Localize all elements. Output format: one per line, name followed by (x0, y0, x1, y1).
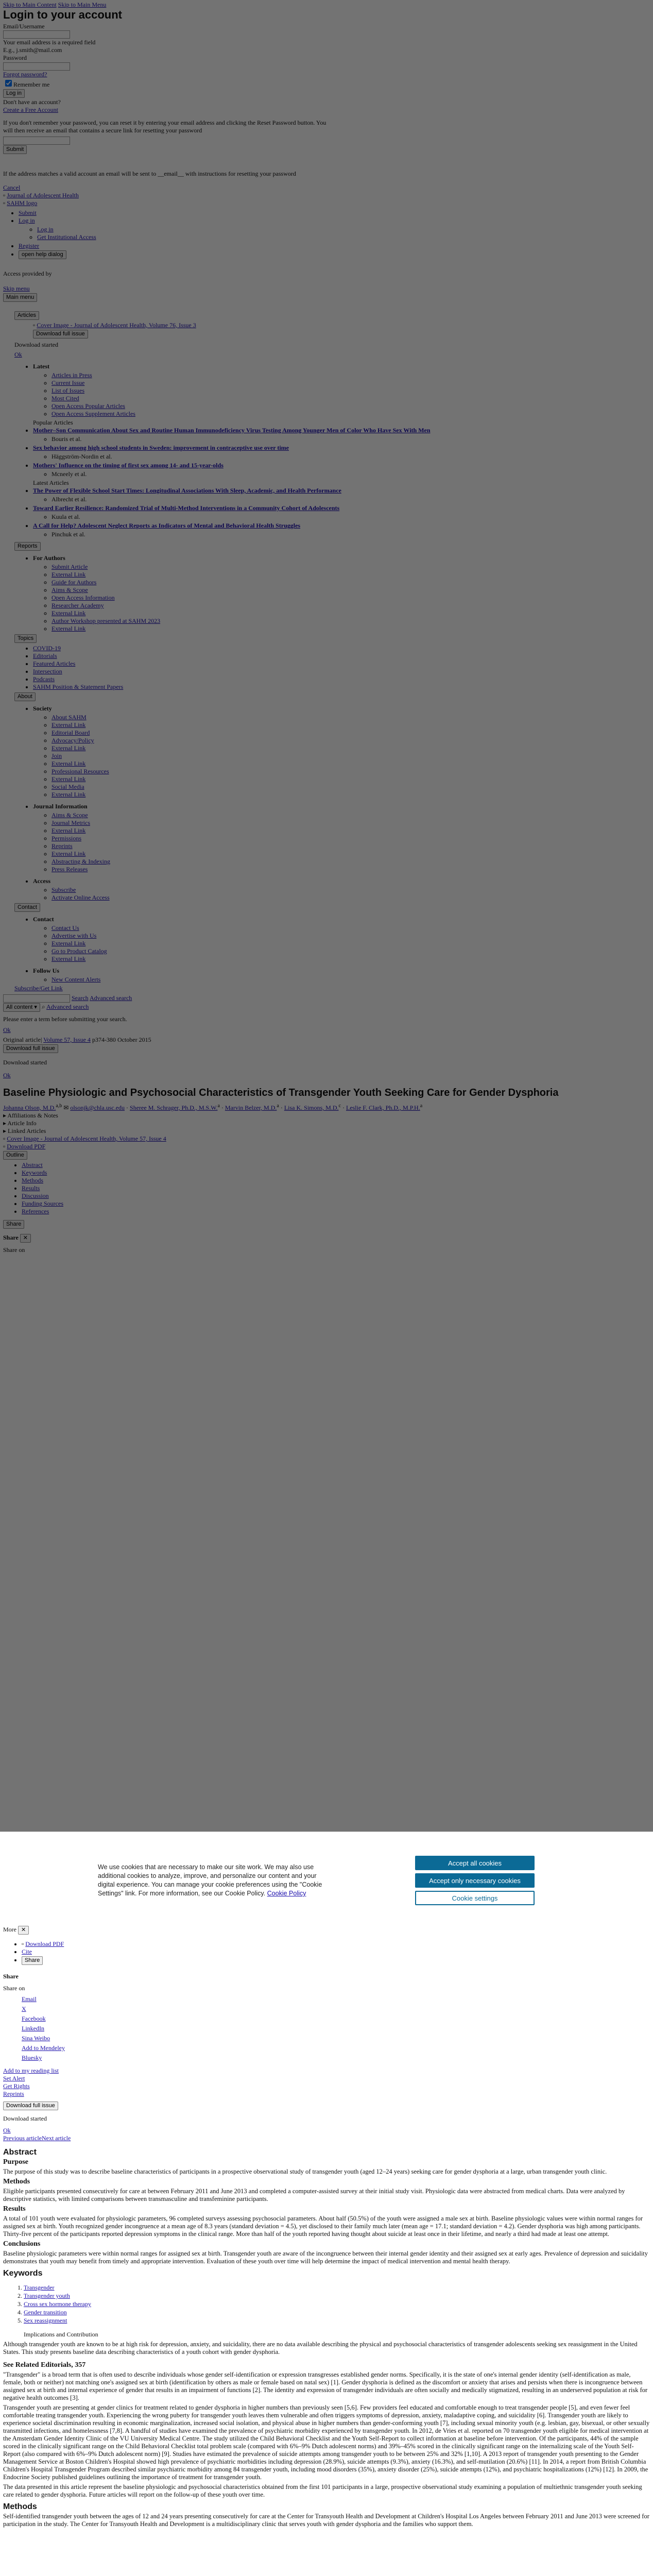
keyword-link[interactable]: Sex reassignment (24, 2317, 67, 2324)
accept-all-cookies-button[interactable]: Accept all cookies (415, 1856, 535, 1870)
accept-necessary-cookies-button[interactable]: Accept only necessary cookies (415, 1873, 535, 1888)
cookie-text (98, 1863, 335, 1898)
share-email-link[interactable]: Email (22, 1995, 37, 2003)
share-facebook-link[interactable]: Facebook (22, 2015, 46, 2022)
cookie-policy-link[interactable]: Cookie Policy (267, 1890, 306, 1897)
share-weibo-link[interactable]: Sina Weibo (22, 2035, 50, 2042)
cite-link[interactable]: Cite (22, 1948, 32, 1955)
share-mendeley-link[interactable]: Add to Mendeley (22, 2044, 65, 2052)
cookie-banner (0, 1832, 653, 1909)
add-reading-list-link[interactable]: Add to my reading list (3, 2067, 59, 2074)
share-x-link[interactable]: X (22, 2005, 26, 2012)
reprints-link[interactable]: Reprints (3, 2090, 24, 2097)
keywords-heading: Keywords (3, 2269, 43, 2278)
see-related: See Related Editorials, 357 (3, 2361, 86, 2369)
methods-heading: Methods (3, 2178, 30, 2185)
previous-article-link[interactable]: Previous article (3, 2134, 42, 2142)
purpose-text: The purpose of this study was to describe baseline characteristics of participants in a prospective observational study of transgender youth (aged 12–24 years) seeking care for gender dysphoria at a large, urban transgender youth clinic. (3, 2168, 607, 2175)
results-heading: Results (3, 2205, 26, 2213)
body-paragraph: Self-identified transgender youth between the ages of 12 and 24 years presenting consecutively for care at the Center for Transyouth Health and Development at Children's Hospital Los Angeles between February 2011 and June 2013 were screened for participation in the study. The Center for Transyouth Health and Development is a multidisciplinary clinic that serves youth with gender dysphoria and the families who support them. (3, 2513, 649, 2528)
methods-text: Eligible participants presented consecutively for care at between February 2011 and June 2013 and completed a computer-assisted survey at their initial study visit. Physiologic data were abstracted from medical charts. Data were analyzed by descriptive statistics, with limited comparisons between transmasculine and transfeminine participants. (3, 2188, 625, 2202)
share-linkedin-link[interactable]: LinkedIn (22, 2025, 44, 2032)
article-body-area (0, 1909, 653, 2531)
results-text: A total of 101 youth were evaluated for physiologic parameters, 96 completed surveys assessing psychosocial parameters. About half (50.5%) of the youth were assigned a male sex at birth. Baseline physiologic values were within normal ranges for assigned sex at birth. Youth recognized gender incongruence at a mean age of 8.3 years (standard deviation = 4.5), yet disclosed to their family much later (mean age = 17.1; standard deviation = 4.2). Gender dysphoria was high among participants. Thirty-five percent of the participants reported depression symptoms in the clinical range. More than half of the youth reported having thought about suicide at least once in their lifetime, and nearly a third had made at least one attempt. (3, 2215, 643, 2238)
share-bluesky-link[interactable]: Bluesky (22, 2054, 42, 2061)
keyword-link[interactable]: Cross sex hormone therapy (24, 2300, 91, 2308)
abstract-heading: Abstract (3, 2148, 37, 2157)
more-menu-label: More (3, 1926, 16, 1933)
keywords-list (3, 2283, 650, 2325)
set-alert-link[interactable]: Set Alert (3, 2075, 25, 2082)
conclusions-text: Baseline physiologic parameters were within normal ranges for assigned sex at birth. Transgender youth are aware of the incongruence between their internal gender identity and their assigned sex at early ages. Prevalence of depression and suicidality demonstrates that youth may benefit from timely and appropriate intervention. Evaluation of these youth over time will help determine the impact of medical intervention and mental health therapy. (3, 2250, 648, 2265)
next-article-link[interactable]: Next article (41, 2134, 71, 2142)
implications-text: Although transgender youth are known to be at high risk for depression, anxiety, and suicidality, there are no data available describing the physical and psychosocial characteristics of transgender adolescents seeking sex reassignment in the United States. This study presents baseline data describing characteristics of a youth cohort with gender dysphoria. (3, 2341, 638, 2355)
get-rights-link[interactable]: Get Rights (3, 2082, 30, 2090)
conclusions-heading: Conclusions (3, 2240, 41, 2248)
cookie-settings-button[interactable]: Cookie settings (415, 1891, 535, 1905)
keyword-link[interactable]: Transgender youth (24, 2292, 70, 2299)
abstract-section (0, 2143, 653, 2531)
pdf-icon: ▫ (22, 1940, 24, 1947)
body-methods-heading: Methods (3, 2502, 37, 2511)
implications-heading: Implications and Contribution (24, 2331, 98, 2338)
tools-download-started: Download started (3, 2115, 47, 2122)
tools-share-on: Share on (3, 1985, 25, 1992)
tools-panel (0, 1909, 653, 2143)
tools-ok-link[interactable]: Ok (3, 2127, 11, 2134)
body-paragraph: "Transgender" is a broad term that is often used to describe individuals whose gender self-identification or expression transgresses established gender norms. Specifically, it is the state of one's internal gender identity (self-identification as male, female, both or neither) not matching one's assigned sex at birth (identification by others as male or female based on natal sex) [1]. Gender dysphoria is defined as the discomfort or anxiety that arises and persists when there is incongruence between assigned sex at birth and internal experience of gender that results in an impairment of functions [2]. The identity and expression of transgender individuals are often socially and medically stigmatized, resulting in an underserved population at risk for negative health outcomes [3]. (3, 2371, 648, 2401)
tools-share-heading: Share (3, 1973, 19, 1980)
keyword-link[interactable]: Gender transition (24, 2309, 67, 2316)
body-paragraph: Transgender youth are presenting at gender clinics for treatment related to gender dysphoria in higher numbers than previously seen [5,6]. Few providers feel educated and comfortable enough to treat transgender people [5], and even fewer feel comfortable treating transgender youth. Experiencing the wrong puberty for transgender youth leaves them vulnerable and often triggers symptoms of depression, anxiety, maladaptive coping, and suicidality [6]. Transgender youth are likely to experience societal discrimination resulting in economic marginalization, increased social isolation, and physical abuse in higher numbers than gender-conforming youth [7], including sexual minority youth (e.g. lesbian, gay, bisexual, or other sexually transmitted infections, and homelessness [7,8]. A handful of studies have examined the prevalence of psychiatric morbidity experienced by transgender youth. In 2012, de Vries et al. reported on 70 transgender youth eligible for medical intervention at the Amsterdam Gender Identity Clinic of the VU University Medical Centre. The study utilized the Child Behavioral Checklist and the Youth Self-Report to collect information at baseline before intervention. Of the participants, 44% of the sample scored in the clinically significant range on the Child Behavioral Checklist total problem scale (compared with 6%–9% Dutch adolescent norms) and 39%–45% scored in the clinically significant range on the internalizing scale of the Youth Self-Report (also compared with 6%–9% Dutch adolescent norm) [9]. Studies have estimated the prevalence of suicide attempts among transgender youth to be between 25% and 32% [1,10]. A 2013 report of transgender youth presenting to the Gender Management Service at Boston Children's Hospital showed high prevalence of psychiatric morbidities including depression (28.9%), suicide attempts (9.3%), anxiety (16.3%), and self-mutilation (20.6%) [11]. In 2014, a report from British Columbia Children's Hospital Transgender Program described similar psychiatric morbidity among 84 transgender youth, including mood disorders (35%), anxiety disorder (25%), suicide attempts (12%), and psychiatric hospitalizations (12%) [12]. In 2009, the Endocrine Society published guidelines outlining the importance of treatment for transgender youth. (3, 2404, 650, 2481)
keyword-link[interactable]: Transgender (24, 2284, 55, 2291)
more-close-button[interactable]: ✕ (18, 1926, 29, 1935)
purpose-heading: Purpose (3, 2158, 28, 2166)
download-full-issue-button[interactable]: Download full issue (3, 2102, 58, 2110)
tools-download-pdf-link[interactable]: Download PDF (25, 1940, 64, 1947)
body-paragraph: The data presented in this article represent the baseline physiologic and psychosocial characteristics obtained from the first 101 participants in a large, prospective observational study examining a population of multiethnic transgender youth seeking care related to gender dysphoria. Future articles will report on the follow-up of these youth over time. (3, 2483, 642, 2498)
cookie-text-body: We use cookies that are necessary to make our site work. We may also use additional cookies to analyze, improve, and personalize our content and your digital experience. You can manage your cookie preferences using the "Cookie Settings" link. For more information, see our Cookie Policy. (98, 1863, 322, 1897)
tools-share-button[interactable]: Share (22, 1956, 43, 1965)
